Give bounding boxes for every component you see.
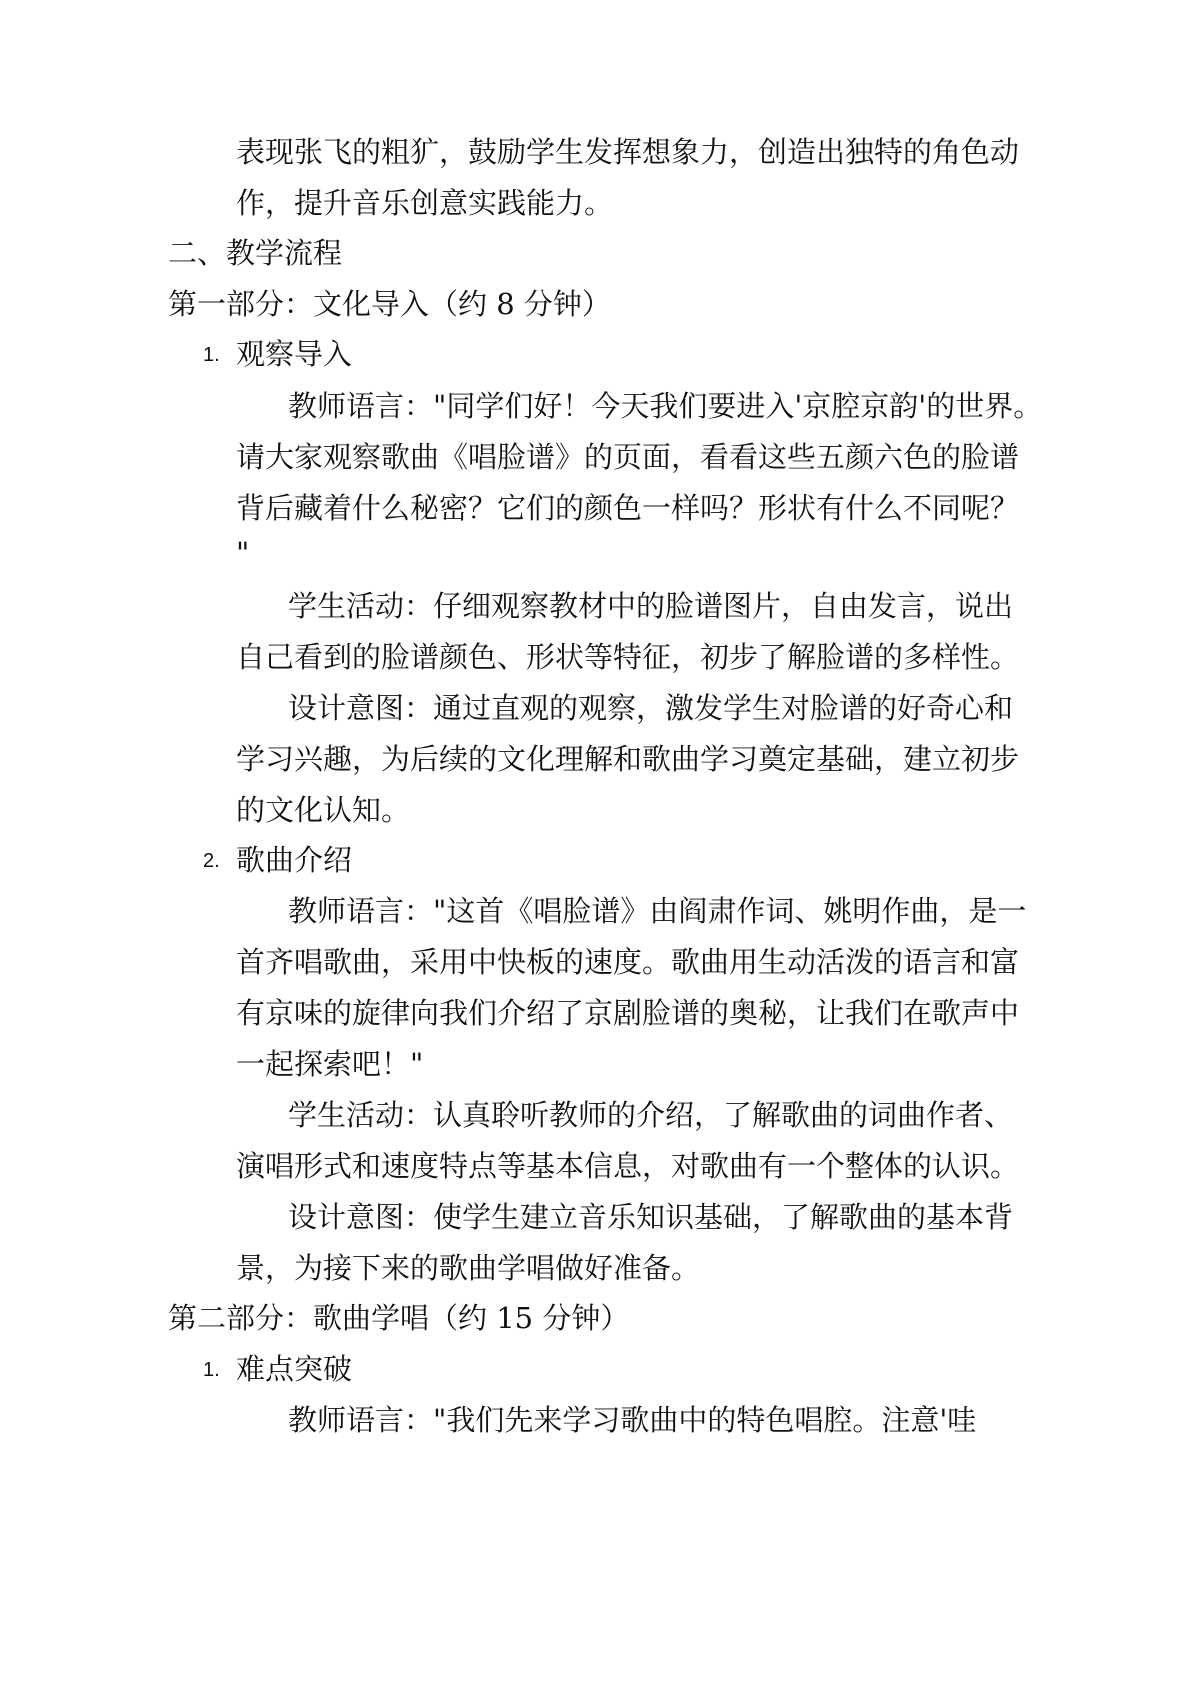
paragraph-line: 教师语言："这首《唱脸谱》由阎肃作词、姚明作曲，是一 [288,894,1027,928]
part-heading: 第二部分：歌曲学唱（约 15 分钟） [168,1301,630,1335]
paragraph-line: 一起探索吧！" [236,1047,424,1081]
paragraph-line: 的文化认知。 [236,793,411,827]
list-number: 1. [203,344,220,366]
paragraph-line: 演唱形式和速度特点等基本信息，对歌曲有一个整体的认识。 [236,1149,1020,1183]
paragraph-line: 请大家观察歌曲《唱脸谱》的页面，看看这些五颜六色的脸谱 [236,440,1020,474]
paragraph-line: 背后藏着什么秘密？它们的颜色一样吗？形状有什么不同呢？ [236,491,1020,525]
list-item-title: 观察导入 [236,337,353,371]
paragraph-line: 首齐唱歌曲，采用中快板的速度。歌曲用生动活泼的语言和富 [236,945,1020,979]
section-heading: 二、教学流程 [168,236,343,270]
paragraph-line: 设计意图：通过直观的观察，激发学生对脸谱的好奇心和 [288,691,1014,725]
part-heading: 第一部分：文化导入（约 8 分钟） [168,287,611,321]
paragraph-line: 学生活动：认真聆听教师的介绍，了解歌曲的词曲作者、 [288,1098,1014,1132]
paragraph-line: 学生活动：仔细观察教材中的脸谱图片，自由发言，说出 [288,589,1014,623]
list-item-title: 难点突破 [236,1352,353,1386]
list-item-title: 歌曲介绍 [236,843,353,877]
paragraph-line: " [236,536,250,570]
list-number: 2. [203,850,220,872]
paragraph-line: 学习兴趣，为后续的文化理解和歌曲学习奠定基础，建立初步 [236,742,1020,776]
paragraph-line: 有京味的旋律向我们介绍了京剧脸谱的奥秘，让我们在歌声中 [236,996,1020,1030]
list-number: 1. [203,1359,220,1381]
paragraph-line: 设计意图：使学生建立音乐知识基础，了解歌曲的基本背 [288,1200,1014,1234]
paragraph-line: 自己看到的脸谱颜色、形状等特征，初步了解脸谱的多样性。 [236,640,1020,674]
paragraph-line: 教师语言："同学们好！今天我们要进入'京腔京韵'的世界。 [288,389,1043,423]
paragraph-line: 作，提升音乐创意实践能力。 [236,186,614,220]
paragraph-line: 教师语言："我们先来学习歌曲中的特色唱腔。注意'哇 [288,1403,977,1437]
paragraph-line: 景，为接下来的歌曲学唱做好准备。 [236,1251,701,1285]
paragraph-line: 表现张飞的粗犷，鼓励学生发挥想象力，创造出独特的角色动 [236,135,1020,169]
